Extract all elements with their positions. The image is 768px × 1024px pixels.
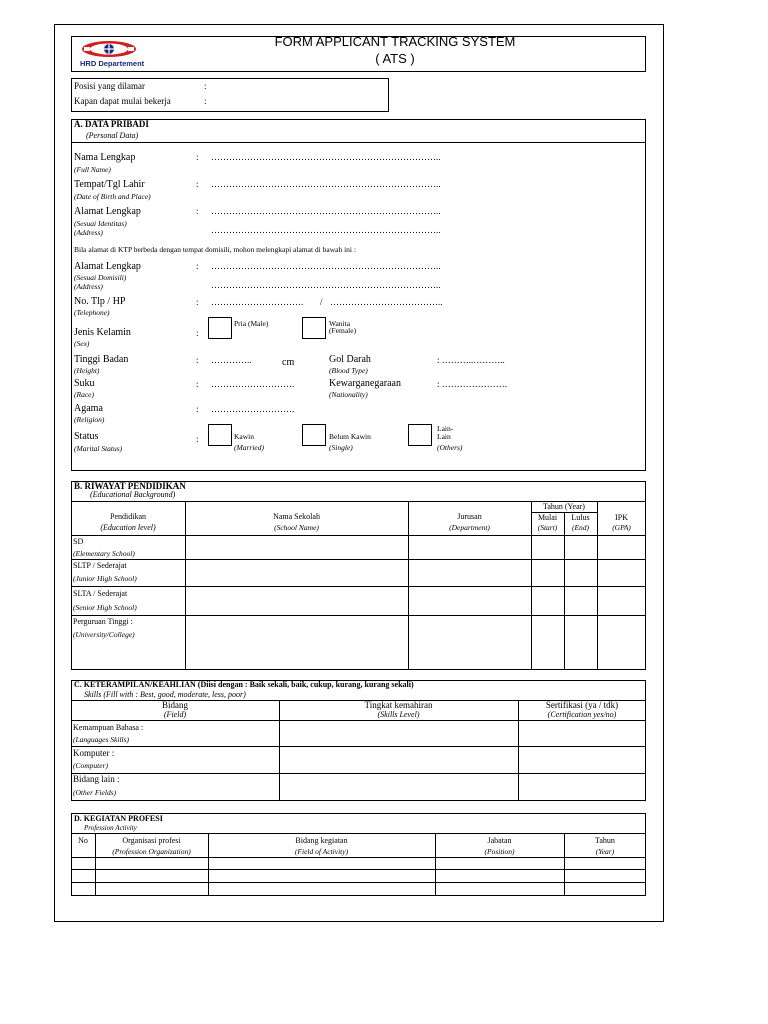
start-date-label: Kapan dapat mulai bekerja [74,96,171,106]
race-input[interactable]: ………………………. [211,379,295,389]
col-school-en: (School Name) [274,523,319,532]
domicile-address-input-2[interactable]: ………………………………………………………………….. [211,280,441,290]
phone-slash: / [320,297,323,307]
divider [71,615,646,616]
others-en: (Others) [437,443,463,452]
row-other-fields: Bidang lain : [73,774,120,784]
address-en2: (Address) [74,228,103,237]
married-label: Kawin [234,432,254,441]
row-computer-en: (Computer) [73,761,108,770]
colon: : [196,434,199,444]
col-education: Pendidikan [110,512,146,521]
birth-label: Tempat/Tgl Lahir [74,179,145,190]
married-checkbox[interactable] [208,424,232,446]
phone-en: (Telephone) [74,308,110,317]
form-title: FORM APPLICANT TRACKING SYSTEM [274,34,516,49]
married-en: (Married) [234,443,264,452]
nationality-label: Kewarganegaraan [329,378,401,389]
col-activity-field: Bidang kegiatan [295,836,348,845]
row-university-en: (University/College) [73,630,135,639]
domicile-address-en2: (Address) [74,282,103,291]
colon: : [196,297,199,307]
col-skill-level-en: (Skills Level) [377,710,420,719]
form-subtitle: ( ATS ) [375,51,415,66]
single-label: Belum Kawin [329,432,371,441]
col-end: Lulus [571,513,590,522]
female-checkbox[interactable] [302,317,326,339]
col-department: Jurusan [457,512,482,521]
divider [564,512,565,670]
divider [71,720,646,721]
divider [71,559,646,560]
single-en: (Single) [329,443,353,452]
full-name-input[interactable]: ………………………………………………………………….. [211,152,441,162]
colon: : [196,206,199,216]
colon: : [204,81,207,91]
others-label-2: Lain [437,432,451,441]
divider [71,857,646,858]
domicile-address-label: Alamat Lengkap [74,261,141,272]
section-d-subtitle: Profession Activity [84,824,137,832]
divider [71,833,646,834]
row-sd: SD [73,537,84,546]
col-year: Tahun (Year) [543,502,585,511]
female-label: Wanita [329,319,351,328]
col-education-en: (Education level) [100,523,156,532]
row-sltp: SLTP / Sederajat [73,561,127,570]
col-school: Nama Sekolah [273,512,320,521]
position-applied-label: Posisi yang dilamar [74,81,145,91]
row-sd-en: (Elementary School) [73,549,135,558]
col-organization: Organisasi profesi [122,836,181,845]
height-en: (Height) [74,366,100,375]
col-position-en: (Position) [484,847,515,856]
section-b-title: B. RIWAYAT PENDIDIKAN [74,481,186,491]
row-sltp-en: (Junior High School) [73,574,137,583]
row-slta-en: (Senior High School) [73,603,137,612]
divider [71,142,646,143]
status-en: (Marital Status) [74,444,123,453]
height-label: Tinggi Badan [74,354,129,365]
sex-en: (Sex) [74,339,90,348]
col-activity-year: Tahun [595,836,615,845]
col-start-en: (Start) [537,523,558,532]
colon: : [196,179,199,189]
height-unit: cm [282,357,295,368]
col-department-en: (Department) [449,523,490,532]
row-computer: Komputer : [73,748,115,758]
male-checkbox[interactable] [208,317,232,339]
col-activity-field-en: (Field of Activity) [294,847,349,856]
col-position: Jabatan [487,836,512,845]
domicile-address-en1: (Sesuai Domisili) [74,273,127,282]
colon: : [196,355,199,365]
col-organization-en: (Profession Organization) [112,847,191,856]
phone-label: No. Tlp / HP [74,296,126,307]
colon: : [196,328,199,338]
religion-label: Agama [74,403,103,414]
col-activity-year-en: (Year) [595,847,615,856]
race-en: (Race) [74,390,94,399]
colon: : [196,261,199,271]
section-d-title: D. KEGIATAN PROFESI [74,814,163,823]
hrd-logo [80,40,138,60]
divider [71,882,646,883]
single-checkbox[interactable] [302,424,326,446]
height-input[interactable]: ………….. [211,355,252,365]
mobile-input[interactable]: ……………………………….. [330,297,443,307]
nationality-en: (Nationality) [329,390,368,399]
section-b-subtitle: (Educational Background) [90,490,176,499]
address-label: Alamat Lengkap [74,206,141,217]
col-skill-level: Tingkat kemahiran [364,700,433,710]
divider [71,586,646,587]
section-a-box [71,119,646,471]
male-label: Pria (Male) [234,319,269,328]
full-name-label: Nama Lengkap [74,152,136,163]
section-c-title: C. KETERAMPILAN/KEAHLIAN (Diisi dengan : Baik sekali, baik, cukup, kurang, kurang sekali) [74,680,414,689]
sex-label: Jenis Kelamin [74,327,131,338]
religion-en: (Religion) [74,415,105,424]
address-input-1[interactable]: ………………………………………………………………….. [211,206,441,216]
col-end-en: (End) [571,523,590,532]
col-certification-en: (Certification yes/no) [547,710,617,719]
birth-input[interactable]: ………………………………………………………………….. [211,179,441,189]
start-date-input[interactable] [212,95,382,107]
address-input-2[interactable]: ………………………………………………………………….. [211,225,441,235]
section-a-title: A. DATA PRIBADI [74,119,149,129]
row-other-fields-en: (Other Fields) [73,788,117,797]
blood-label: Gol Darah [329,354,371,365]
position-applied-input[interactable] [212,80,382,92]
col-no: No [78,836,88,845]
ktp-note: Bila alamat di KTP berbeda dengan tempat domisili, mohon melengkapi alamat di bawah ini : [74,245,356,254]
divider [71,535,646,536]
col-certification: Sertifikasi (ya / tdk) [545,700,619,710]
colon: : [196,404,199,414]
others-checkbox[interactable] [408,424,432,446]
address-en1: (Sesuai Identitas) [74,219,127,228]
phone-input[interactable]: …………………………. [211,297,304,307]
divider [71,869,646,870]
col-gpa: IPK [615,513,628,522]
row-university: Perguruan Tinggi : [73,617,133,626]
blood-input[interactable]: : ………..……….. [437,355,505,365]
race-label: Suku [74,378,95,389]
divider [71,746,646,747]
col-field-en: (Field) [163,710,187,719]
section-a-subtitle: (Personal Data) [86,131,139,140]
others-label: Lain- [437,424,454,433]
blood-en: (Blood Type) [329,366,368,375]
row-languages-en: (Languages Skills) [73,735,130,744]
col-start: Mulai [537,513,558,522]
divider [71,773,646,774]
full-name-en: (Full Name) [74,165,111,174]
row-languages: Kemampuan Bahasa : [73,723,144,732]
colon: : [196,379,199,389]
domicile-address-input-1[interactable]: ………………………………………………………………….. [211,261,441,271]
col-gpa-en: (GPA) [612,523,631,532]
female-en: (Female) [329,326,357,335]
colon: : [204,96,207,106]
birth-en: (Date of Birth and Place) [74,192,151,201]
nationality-input[interactable]: : …………………. [437,379,508,389]
colon: : [196,152,199,162]
col-field: Bidang [162,700,188,710]
section-c-subtitle: Skills (Fill with : Best, good, moderate, less, poor) [84,690,246,699]
row-slta: SLTA / Sederajat [73,589,128,598]
religion-input[interactable]: ………………………. [211,404,295,414]
status-label: Status [74,431,99,442]
logo-text: HRD Departement [80,59,145,68]
